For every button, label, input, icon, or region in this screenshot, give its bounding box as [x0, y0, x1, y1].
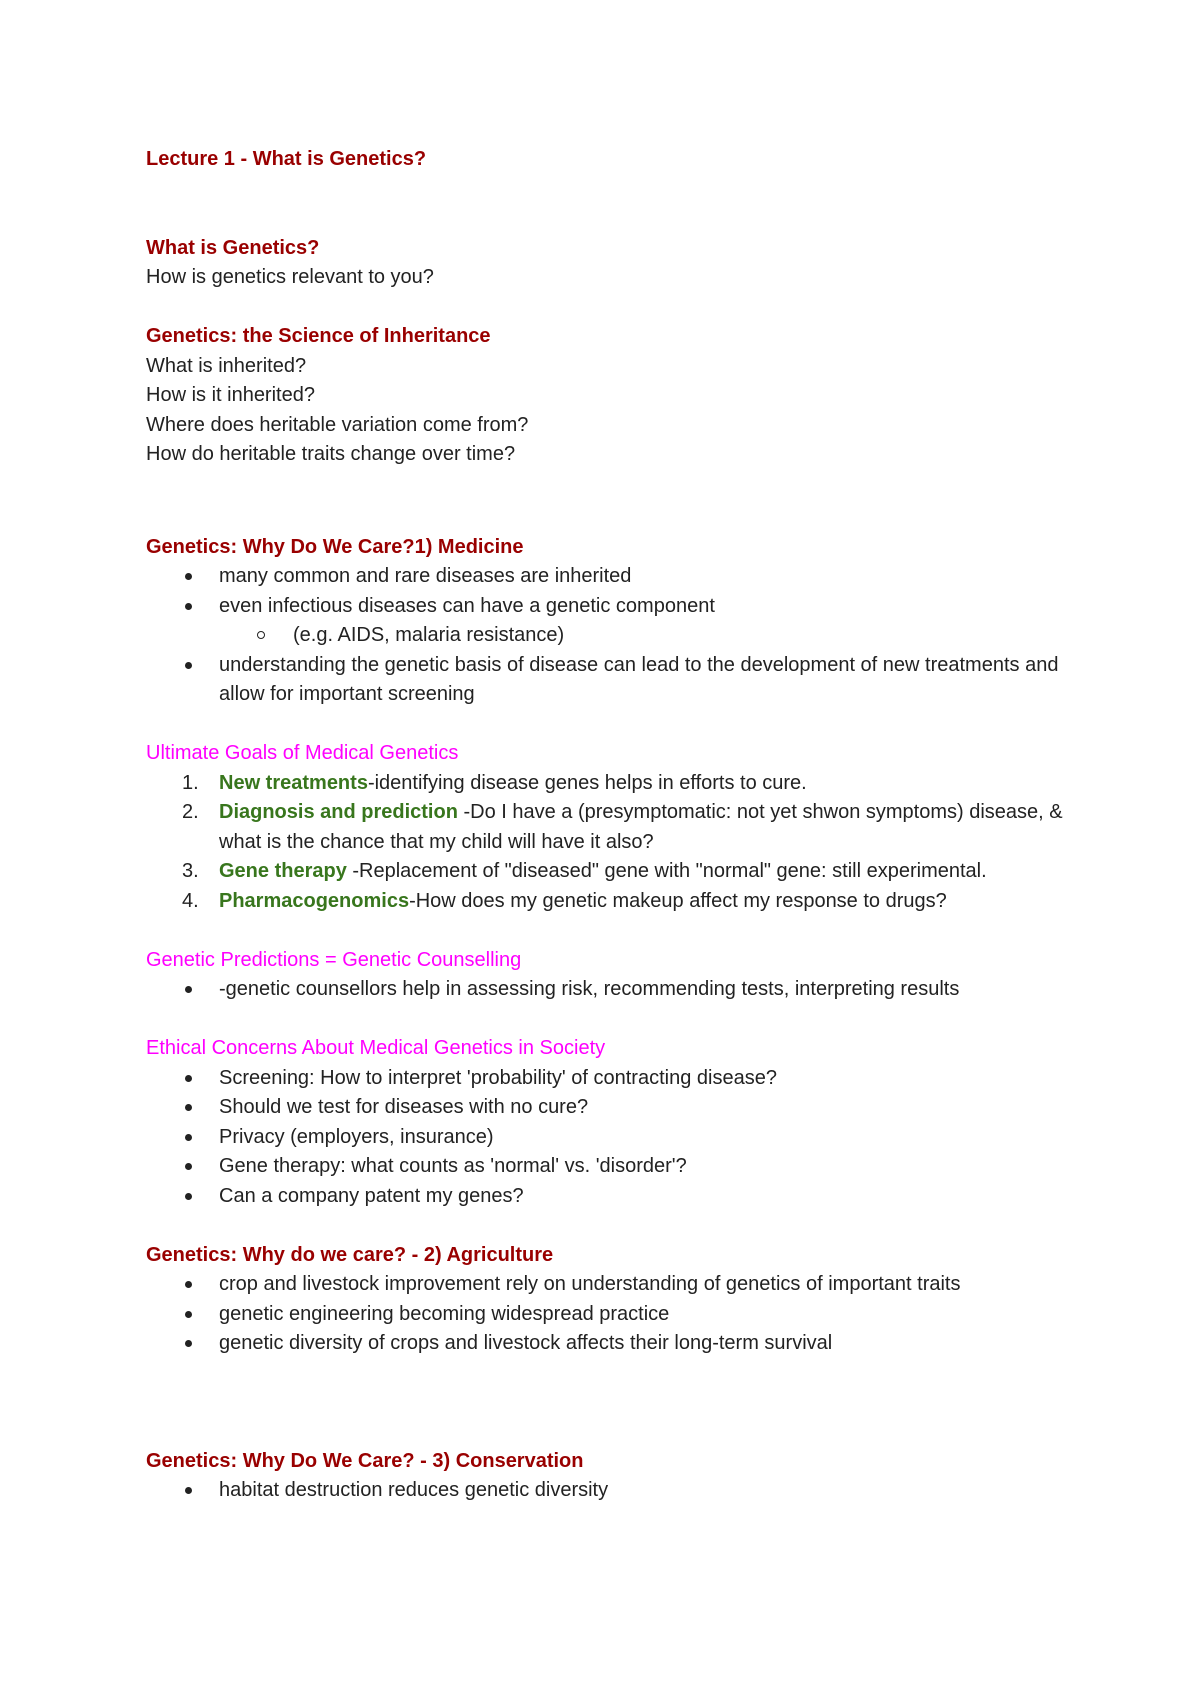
list-item — [146, 887, 1086, 917]
bullet-text: -genetic counsellors help in assessing risk, recommending tests, interpreting results — [219, 978, 960, 1000]
sub-list-item — [146, 621, 1086, 651]
bullet-icon — [185, 1163, 192, 1170]
list-item — [146, 562, 1086, 592]
bullet-text: even infectious diseases can have a genetic component — [219, 594, 715, 617]
section-heading-ethical-concerns: Ethical Concerns About Medical Genetics in Society — [146, 1037, 606, 1059]
section-heading-medicine: Genetics: Why Do We Care?1) Medicine — [146, 535, 524, 558]
section-heading-ultimate-goals: Ultimate Goals of Medical Genetics — [146, 742, 459, 764]
bullet-text: understanding the genetic basis of disease can lead to the development of new treatments and allow for important screening — [219, 653, 1059, 705]
bullet-icon — [185, 573, 192, 580]
question-line: How is it inherited? — [146, 384, 315, 406]
bullet-icon — [185, 1104, 192, 1111]
item-number: 2. — [182, 801, 199, 823]
bullet-text: Should we test for diseases with no cure? — [219, 1096, 589, 1118]
goal-text: -Do I have a (presymptomatic: not yet shwon symptoms) disease, & what is the chance that my child will have it also? — [219, 801, 1063, 853]
bullet-text: Screening: How to interpret 'probability' of contracting disease? — [219, 1066, 777, 1089]
goal-term: New treatments — [219, 771, 368, 794]
list-item — [146, 1123, 1086, 1153]
goal-term: Pharmacogenomics — [219, 889, 410, 912]
conservation-bullet-list — [146, 1476, 1086, 1506]
bullet-text: crop and livestock improvement rely on understanding of genetics of important traits — [219, 1273, 961, 1295]
medicine-bullet-list — [146, 562, 1086, 710]
counselling-bullet-list — [146, 975, 1086, 1005]
bullet-icon — [185, 603, 192, 610]
goal-term: Diagnosis and prediction — [219, 801, 458, 823]
bullet-icon — [185, 1134, 192, 1141]
item-number: 4. — [182, 889, 199, 912]
bullet-text: many common and rare diseases are inherited — [219, 565, 632, 587]
bullet-icon — [185, 986, 192, 993]
list-item — [146, 975, 1086, 1005]
question-line: How is genetics relevant to you? — [146, 266, 434, 288]
list-item — [146, 1152, 1086, 1182]
bullet-icon — [185, 1340, 192, 1347]
bullet-text: genetic diversity of crops and livestock affects their long-term survival — [219, 1332, 833, 1354]
list-item — [146, 1476, 1086, 1506]
list-item — [146, 592, 1086, 651]
goal-text: -identifying disease genes helps in efforts to cure. — [367, 771, 807, 794]
question-line: Where does heritable variation come from? — [146, 413, 529, 436]
bullet-text: habitat destruction reduces genetic diversity — [219, 1479, 609, 1501]
list-item — [146, 1093, 1086, 1123]
list-item — [146, 857, 1086, 887]
goal-text: -Replacement of "diseased" gene with "normal" gene: still experimental. — [346, 860, 987, 882]
bullet-icon — [185, 1193, 192, 1200]
hollow-bullet-icon — [257, 631, 265, 639]
section-heading-conservation: Genetics: Why Do We Care? - 3) Conservation — [146, 1449, 584, 1472]
lecture-title: Lecture 1 - What is Genetics? — [146, 148, 427, 170]
bullet-icon — [185, 1311, 192, 1318]
bullet-text: Gene therapy: what counts as 'normal' vs. 'disorder'? — [219, 1155, 687, 1177]
item-number: 1. — [182, 771, 199, 794]
bullet-text: Privacy (employers, insurance) — [219, 1125, 494, 1148]
agriculture-bullet-list — [146, 1270, 1086, 1359]
bullet-text: Can a company patent my genes? — [219, 1184, 524, 1207]
list-item — [146, 1064, 1086, 1094]
ethics-bullet-list — [146, 1064, 1086, 1212]
list-item — [146, 1329, 1086, 1359]
list-item — [146, 1270, 1086, 1300]
list-item — [146, 769, 1086, 799]
list-item — [146, 651, 1086, 710]
bullet-icon — [185, 1281, 192, 1288]
list-item — [146, 798, 1086, 857]
bullet-icon — [185, 1075, 192, 1082]
list-item — [146, 1300, 1086, 1330]
section-heading-what-is-genetics: What is Genetics? — [146, 236, 320, 259]
goals-numbered-list — [146, 769, 1086, 917]
section-heading-genetic-predictions: Genetic Predictions = Genetic Counselling — [146, 948, 522, 971]
goal-text: -How does my genetic makeup affect my response to drugs? — [409, 889, 947, 912]
bullet-icon — [185, 662, 192, 669]
bullet-text: genetic engineering becoming widespread practice — [219, 1302, 670, 1325]
section-heading-agriculture: Genetics: Why do we care? - 2) Agriculture — [146, 1243, 554, 1266]
section-heading-science-of-inheritance: Genetics: the Science of Inheritance — [146, 325, 491, 347]
list-item — [146, 1182, 1086, 1212]
question-line: How do heritable traits change over time? — [146, 443, 516, 465]
sub-bullet-text: (e.g. AIDS, malaria resistance) — [293, 624, 565, 646]
goal-term: Gene therapy — [219, 860, 347, 882]
sub-bullet-list — [219, 621, 1086, 651]
item-number: 3. — [182, 860, 199, 882]
question-line: What is inherited? — [146, 354, 307, 377]
document-page — [146, 145, 1086, 1506]
bullet-icon — [185, 1487, 192, 1494]
